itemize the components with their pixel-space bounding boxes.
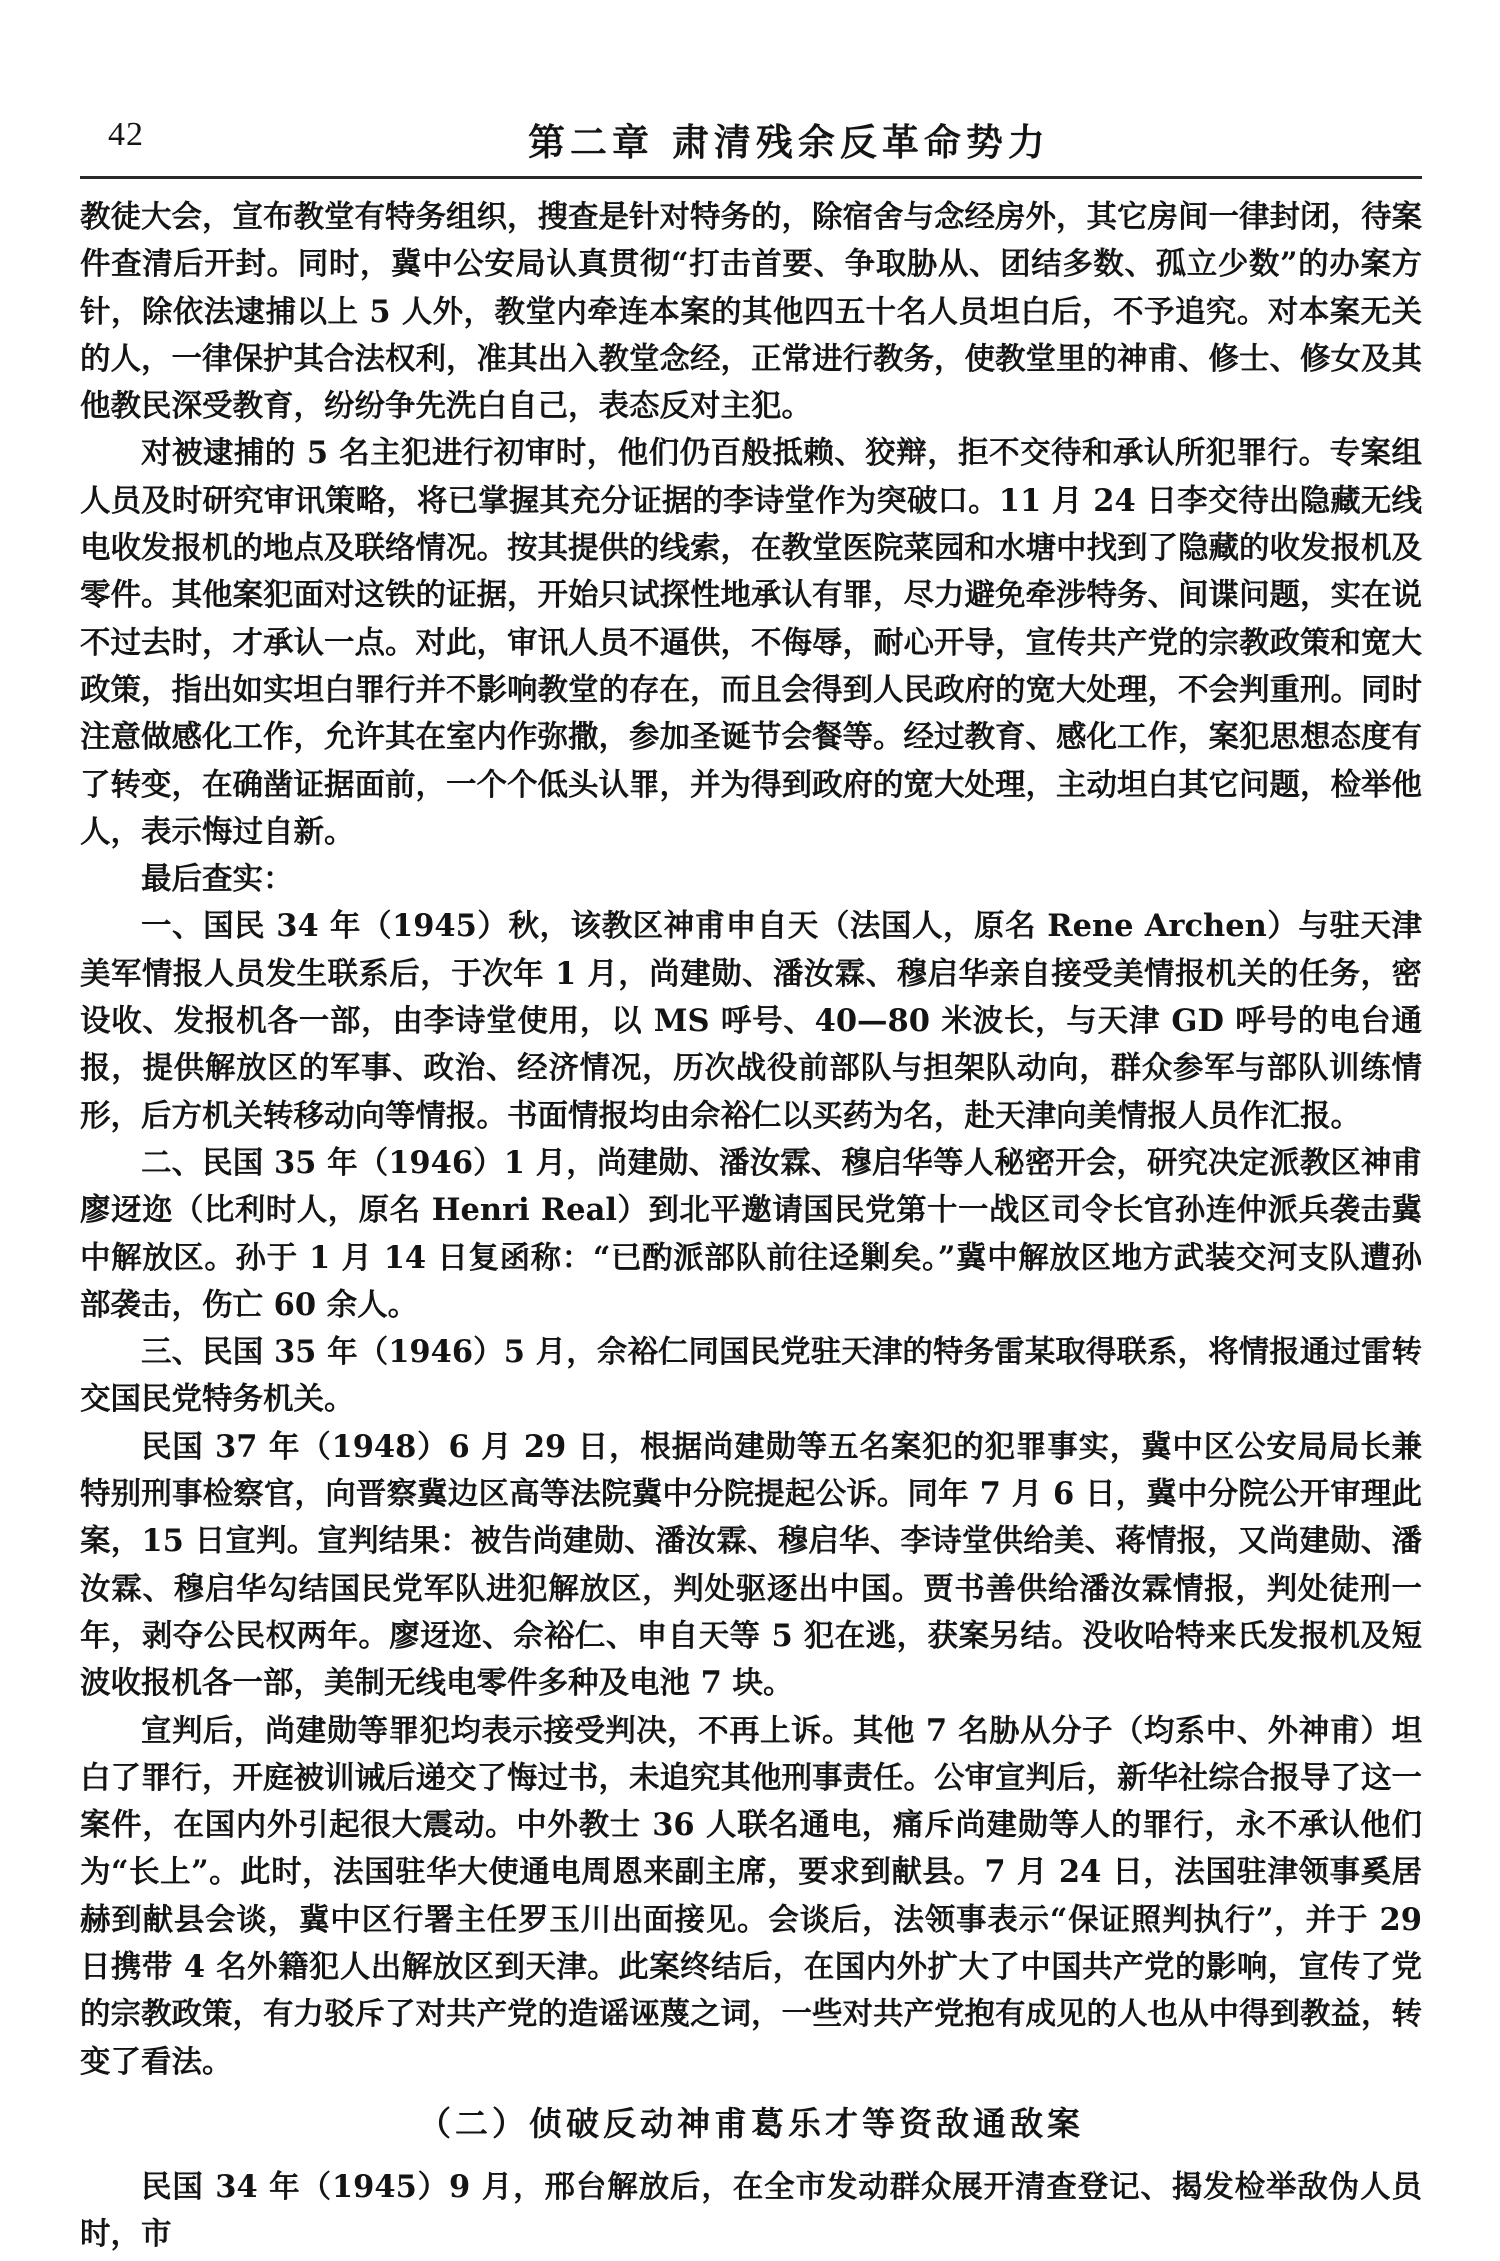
page-header (108, 112, 1408, 164)
paragraph-continued: 教徒大会，宣布教堂有特务组织，搜查是针对特务的，除宿舍与念经房外，其它房间一律封闭，待案件查清后开封。同时，冀中公安局认真贯彻“打击首要、争取胁从、团结多数、孤立少数”的办案方针，除依法逮捕以上 5 人外，教堂内牵连本案的其他四五十名人员坦白后，不予追究。对本案无关的人，一律保护其合法权利，准其出入教堂念经，正常进行教务，使教堂里的神甫、修士、修女及其他教民深受教育，纷纷争先洗白自己，表态反对主犯。 (80, 199, 1422, 425)
paragraph: 最后查实： (141, 861, 294, 898)
paragraph: 对被逮捕的 5 名主犯进行初审时，他们仍百般抵赖、狡辩，拒不交待和承认所犯罪行。专案组人员及时研究审讯策略，将已掌握其充分证据的李诗堂作为突破口。11 月 24 日李交待出隐藏无线电收发报机的地点及联络情况。按其提供的线索，在教堂医院菜园和水塘中找到了隐藏的收发报机及零件。其他案犯面对这铁的证据，开始只试探性地承认有罪，尽力避免牵涉特务、间谍问题，实在说不过去时，才承认一点。对此，审讯人员不逼供，不侮辱，耐心开导，宣传共产党的宗教政策和宽大政策，指出如实坦白罪行并不影响教堂的存在，而且会得到人民政府的宽大处理，不会判重刑。同时注意做感化工作，允许其在室内作弥撒，参加圣诞节会餐等。经过教育、感化工作，案犯思想态度有了转变，在确凿证据面前，一个个低头认罪，并为得到政府的宽大处理，主动坦白其它问题，检举他人，表示悔过自新。 (80, 435, 1422, 850)
page-number: 42 (108, 116, 144, 153)
paragraph: 民国 34 年（1945）9 月，邢台解放后，在全市发动群众展开清查登记、揭发检举敌伪人员时，市 (80, 2168, 1422, 2253)
paragraph: 宣判后，尚建勋等罪犯均表示接受判决，不再上诉。其他 7 名胁从分子（均系中、外神甫）坦白了罪行，开庭被训诫后递交了悔过书，未追究其他刑事责任。公审宣判后，新华社综合报导了这一案件，在国内外引起很大震动。中外教士 36 人联名通电，痛斥尚建勋等人的罪行，永不承认他们为“长上”。此时，法国驻华大使通电周恩来副主席，要求到献县。7 月 24 日，法国驻津领事奚居赫到献县会谈，冀中区行署主任罗玉川出面接见。会谈后，法领事表示“保证照判执行”，并于 29 日携带 4 名外籍犯人出解放区到天津。此案终结后，在国内外扩大了中国共产党的影响，宣传了党的宗教政策，有力驳斥了对共产党的造谣诬蔑之词，一些对共产党抱有成见的人也从中得到教益，转变了看法。 (80, 1712, 1422, 2080)
paragraph: 二、民国 35 年（1946）1 月，尚建勋、潘汝霖、穆启华等人秘密开会，研究决定派教区神甫廖迓迩（比利时人，原名 Henri Real）到北平邀请国民党第十一战区司令长官孙连仲派兵袭击冀中解放区。孙于 1 月 14 日复函称：“已酌派部队前往迳剿矣。”冀中解放区地方武装交河支队遭孙部袭击，伤亡 60 余人。 (80, 1144, 1422, 1323)
section-heading: （二）侦破反动神甫葛乐才等资敌通敌案 (418, 2103, 1084, 2143)
paragraph: 民国 37 年（1948）6 月 29 日，根据尚建勋等五名案犯的犯罪事实，冀中区公安局局长兼特别刑事检察官，向晋察冀边区高等法院冀中分院提起公诉。同年 7 月 6 日，冀中分院公开审理此案，15 日宣判。宣判结果：被告尚建勋、潘汝霖、穆启华、李诗堂供给美、蒋情报，又尚建勋、潘汝霖、穆启华勾结国民党军队进犯解放区，判处驱逐出中国。贾书善供给潘汝霖情报，判处徒刑一年，剥夺公民权两年。廖迓迩、佘裕仁、申自天等 5 犯在逃，获案另结。没收哈特来氏发报机及短波收报机各一部，美制无线电零件多种及电池 7 块。 (80, 1428, 1422, 1702)
paragraph: 三、民国 35 年（1946）5 月，佘裕仁同国民党驻天津的特务雷某取得联系，将情报通过雷转交国民党特务机关。 (80, 1334, 1422, 1418)
running-head: 第二章 肃清残余反革命势力 (528, 120, 1050, 164)
header-rule (80, 176, 1422, 179)
body-text (80, 194, 1422, 2258)
paragraph: 一、国民 34 年（1945）秋，该教区神甫申自天（法国人，原名 Rene Archen）与驻天津美军情报人员发生联系后，于次年 1 月，尚建勋、潘汝霖、穆启华亲自接受美情报机关的任务，密设收、发报机各一部，由李诗堂使用，以 MS 呼号、40—80 米波长，与天津 GD 呼号的电台通报，提供解放区的军事、政治、经济情况，历次战役前部队与担架队动向，群众参军与部队训练情形，后方机关转移动向等情报。书面情报均由佘裕仁以买药为名，赴天津向美情报人员作汇报。 (80, 908, 1422, 1134)
